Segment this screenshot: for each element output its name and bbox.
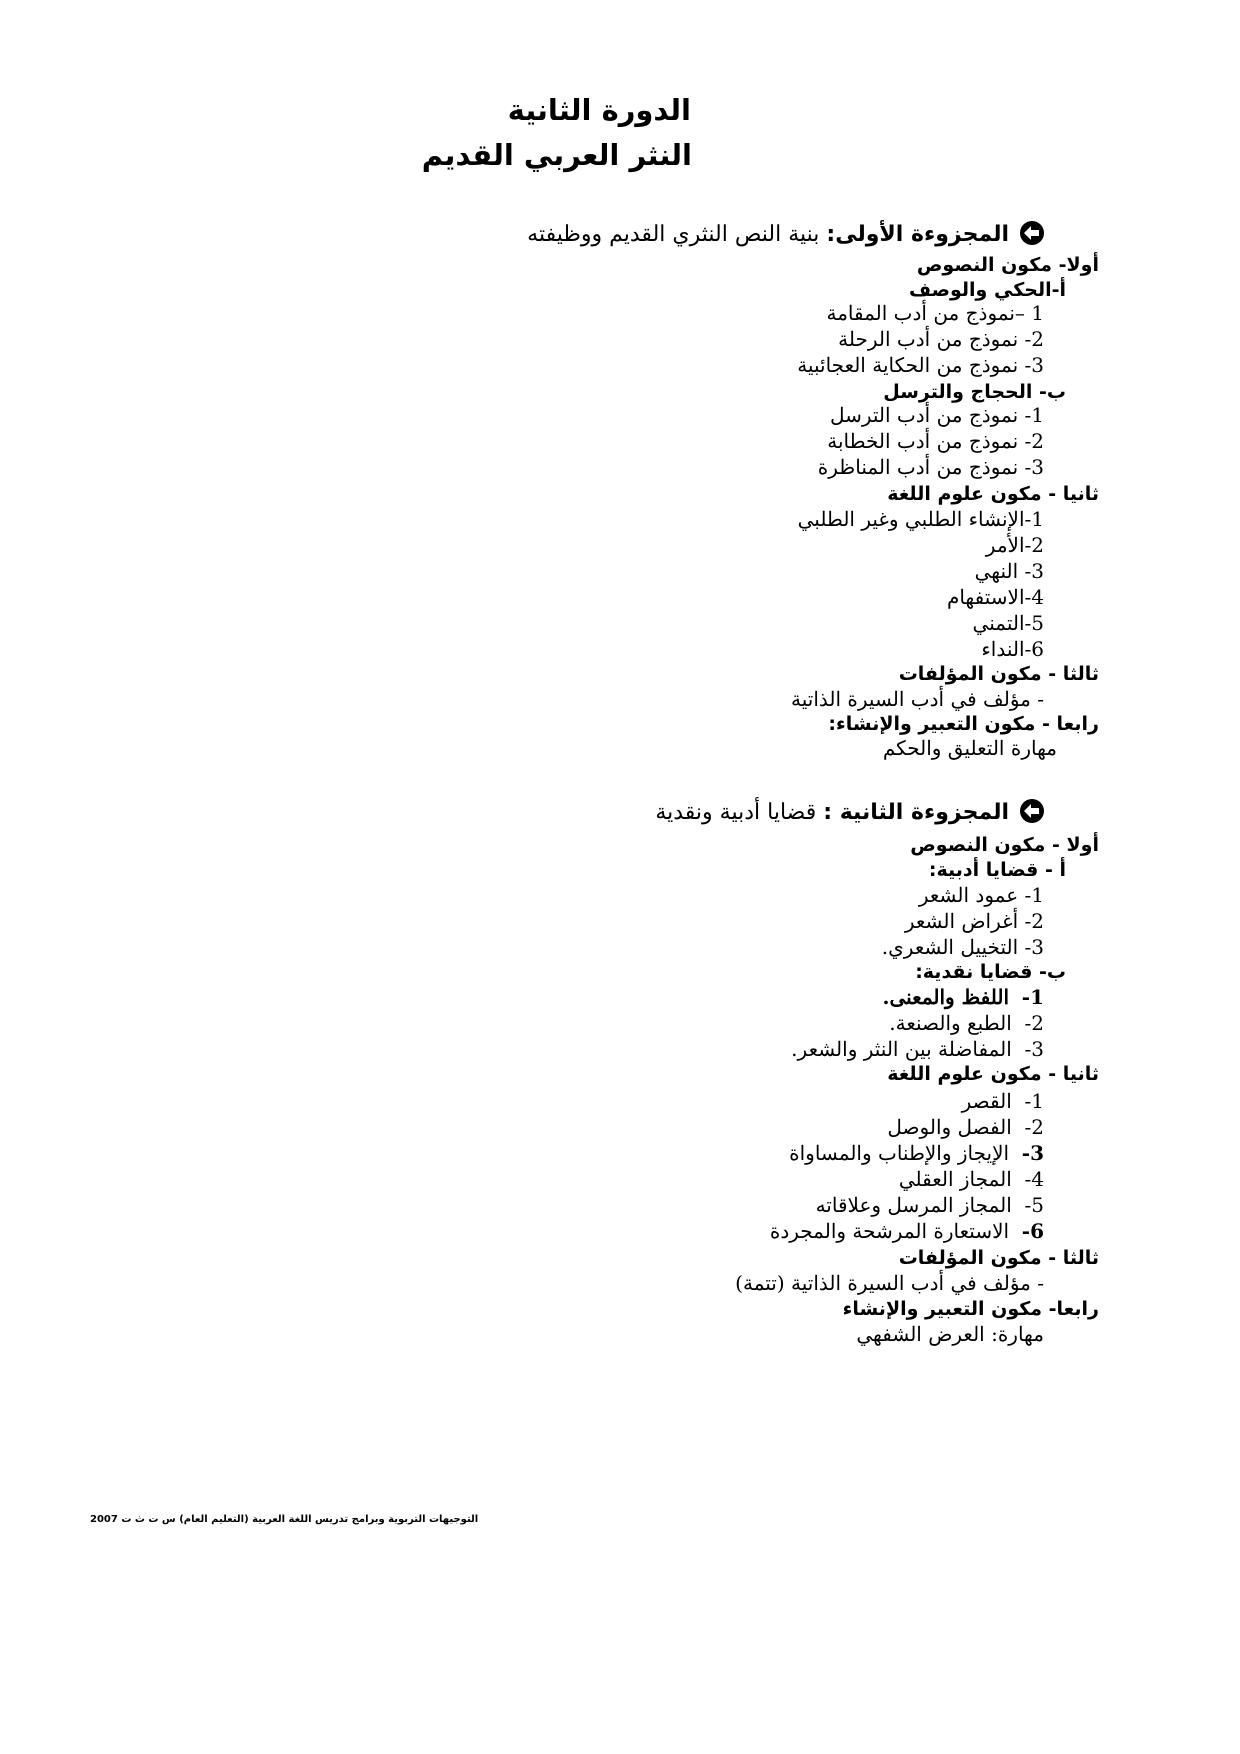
g1-texts-heading: أولا- مكون النصوص [916, 254, 1099, 276]
g1-narration-item-1: 1 –نموذج من أدب المقامة [826, 301, 1044, 325]
g1-language-item-4: 4-الاستفهام [946, 585, 1044, 609]
item-text: الاستعارة المرشحة والمجردة [769, 1219, 1010, 1243]
g2-expression-heading: رابعا- مكون التعبير والإنشاء [842, 1298, 1099, 1320]
g1-narration-item-3: 3- نموذج من الحكاية العجائبية [797, 353, 1044, 377]
g1-expression-item: مهارة التعليق والحكم [882, 736, 1057, 760]
g1-language-item-3: 3- النهي [974, 559, 1044, 583]
page-title-cycle: الدورة الثانية [507, 93, 691, 127]
item-text: المجاز العقلي [898, 1167, 1012, 1191]
item-text: المجاز المرسل وعلاقاته [815, 1193, 1012, 1217]
item-number: 5- [1024, 1193, 1044, 1217]
g2-language-item-4 [899, 1169, 1044, 1189]
g1-narration-heading: أ-الحكي والوصف [909, 279, 1066, 301]
g2-literary-item-1: 1- عمود الشعر [918, 883, 1044, 907]
g2-language-item-3 [789, 1143, 1044, 1163]
g2-literary-item-3: 3- التخييل الشعري. [881, 935, 1044, 959]
item-text: المفاضلة بين النثر والشعر. [791, 1037, 1012, 1061]
module-1-heading [527, 220, 1045, 246]
g2-literary-item-2: 2- أغراض الشعر [904, 909, 1044, 933]
g1-language-heading: ثانيا - مكون علوم اللغة [887, 483, 1099, 505]
g1-works-heading: ثالثا - مكون المؤلفات [898, 663, 1099, 685]
g2-language-item-1 [962, 1091, 1044, 1111]
module-1-label: المجزوءة الأولى: [826, 222, 1009, 247]
g2-literary-heading: أ - قضايا أدبية: [928, 859, 1066, 881]
item-number: 3- [1024, 1037, 1044, 1061]
g2-works-item: - مؤلف في أدب السيرة الذاتية (تتمة) [735, 1271, 1044, 1295]
g2-language-item-6 [770, 1221, 1044, 1241]
arrow-left-circle-icon [1019, 798, 1045, 824]
module-1-subject: بنية النص النثري القديم ووظيفته [527, 222, 820, 247]
page-footer: التوجيهات التربوية وبرامج تدريس اللغة العربية (التعليم العام) س ت ث ت 2007 [90, 1514, 479, 1525]
g1-expression-heading: رابعا - مكون التعبير والإنشاء: [828, 713, 1099, 735]
item-text: الإيجاز والإطناب والمساواة [789, 1141, 1010, 1165]
g1-argument-item-3: 3- نموذج من أدب المناظرة [817, 455, 1044, 479]
item-number: 3- [1021, 1141, 1044, 1165]
item-number: 1- [1024, 1089, 1044, 1113]
g2-texts-heading: أولا - مكون النصوص [910, 834, 1099, 856]
item-number: 2- [1024, 1115, 1044, 1139]
g1-language-item-1: 1-الإنشاء الطلبي وغير الطلبي [797, 507, 1044, 531]
g2-critical-item-1 [883, 987, 1044, 1007]
g1-language-item-2: 2-الأمر [985, 533, 1044, 557]
item-number: 4- [1024, 1167, 1044, 1191]
item-text: الطبع والصنعة. [889, 1011, 1012, 1035]
module-2-heading [655, 798, 1045, 824]
g1-argument-item-2: 2- نموذج من أدب الخطابة [827, 429, 1044, 453]
g1-narration-item-2: 2- نموذج من أدب الرحلة [838, 327, 1044, 351]
g2-works-heading: ثالثا - مكون المؤلفات [898, 1247, 1099, 1269]
arrow-left-circle-icon [1019, 220, 1045, 246]
g2-language-heading: ثانيا - مكون علوم اللغة [887, 1063, 1099, 1085]
item-number: 1- [1021, 985, 1044, 1009]
g1-language-item-6: 6-النداء [981, 637, 1044, 661]
module-2-subject: قضايا أدبية ونقدية [655, 800, 817, 825]
g2-language-item-5 [816, 1195, 1044, 1215]
item-number: 6- [1021, 1219, 1044, 1243]
g1-argument-heading: ب- الحجاج والترسل [883, 381, 1066, 403]
item-number: 2- [1024, 1011, 1044, 1035]
item-text: القصر [961, 1089, 1012, 1113]
item-text: اللفظ والمعنى. [882, 985, 1010, 1009]
module-2-label: المجزوءة الثانية : [823, 800, 1009, 825]
page-title-subject: النثر العربي القديم [421, 138, 692, 172]
g1-argument-item-1: 1- نموذج من أدب الترسل [829, 403, 1044, 427]
g1-language-item-5: 5-التمني [972, 611, 1044, 635]
g2-critical-heading: ب- قضايا نقدية: [915, 961, 1066, 983]
item-text: الفصل والوصل [887, 1115, 1012, 1139]
g2-critical-item-3 [791, 1039, 1044, 1059]
g1-works-item: - مؤلف في أدب السيرة الذاتية [791, 687, 1044, 711]
g2-critical-item-2 [889, 1013, 1044, 1033]
g2-language-item-2 [887, 1117, 1044, 1137]
g2-expression-item: مهارة: العرض الشفهي [856, 1322, 1044, 1346]
